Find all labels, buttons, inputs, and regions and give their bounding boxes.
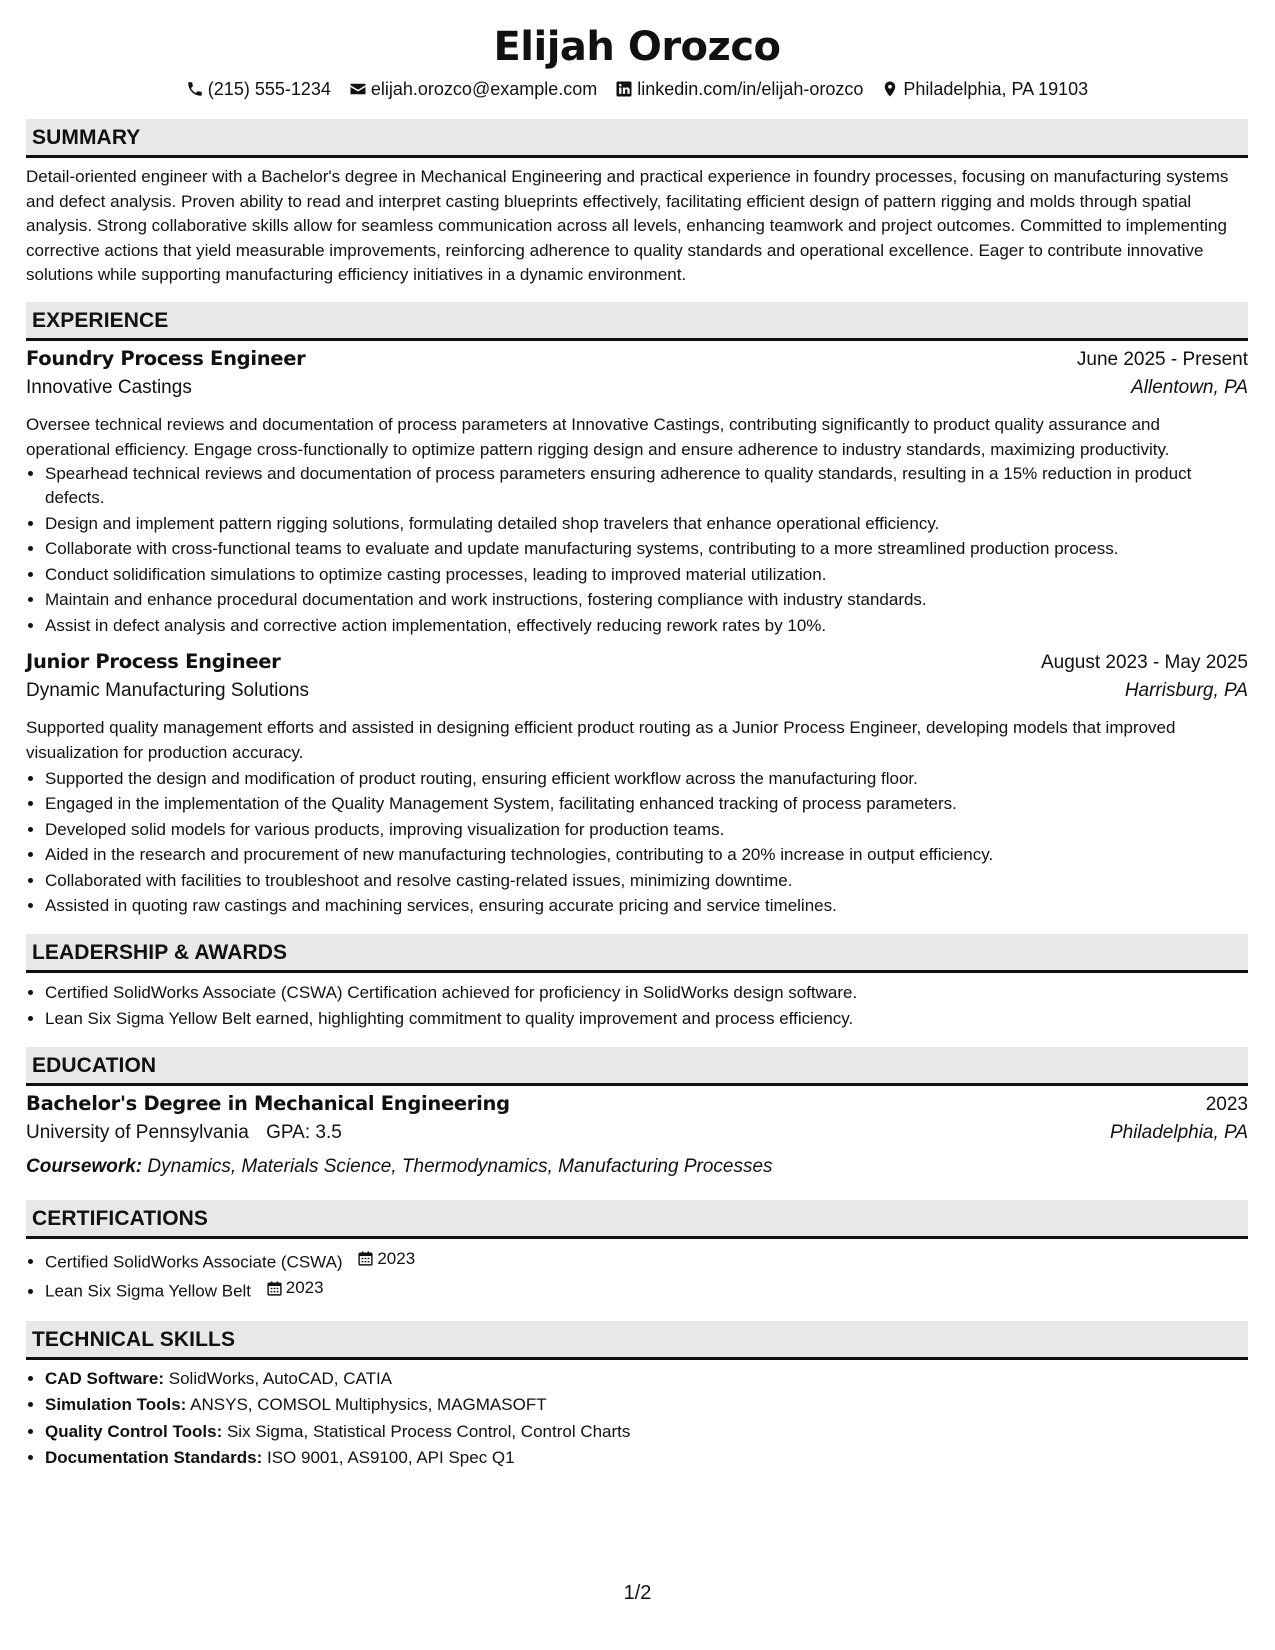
education-entry (26, 1092, 1248, 1182)
school-line (26, 1122, 342, 1144)
summary-text: Detail-oriented engineer with a Bachelor's degree in Mechanical Engineering and practical experience in foundry processes, focusing on manufacturing systems and defect analysis. Proven ability to read and interpret casting blueprints effectively, facilitating efficient design of pattern rigging and molds through spatial analysis. Strong collaborative skills allow for seamless communication across all levels, enhancing teamwork and project outcomes. Committed to implementing corrective actions that yield measurable improvements, reinforcing adherence to quality standards and operational excellence. Eager to contribute innovative solutions while supporting manufacturing efficiency initiatives in a dynamic environment. (26, 167, 1229, 285)
education-heading: EDUCATION (26, 1047, 1248, 1086)
coursework-list: Dynamics, Materials Science, Thermodynamics, Manufacturing Processes (147, 1155, 773, 1177)
list-item: • Collaborated with facilities to troubleshoot and resolve casting-related issues, minimizing downtime. (45, 868, 1248, 894)
skill-value: SolidWorks, AutoCAD, CATIA (168, 1368, 393, 1388)
job-company: Innovative Castings (26, 376, 192, 398)
location-text: Philadelphia, PA 19103 (903, 79, 1089, 99)
job-location: Allentown, PA (1131, 376, 1248, 398)
job-company: Dynamic Manufacturing Solutions (26, 680, 310, 702)
calendar-icon (266, 1280, 283, 1297)
contact-linkedin[interactable] (615, 76, 863, 102)
list-item: • Engaged in the implementation of the Quality Management System, facilitating enhanced tracking of process parameters. (45, 791, 1248, 817)
job-title-row (26, 650, 1248, 680)
list-item: • Design and implement pattern rigging solutions, formulating detailed shop travelers that enhance operational efficiency. (45, 511, 1248, 537)
skills-list (26, 1366, 1248, 1472)
map-marker-icon (881, 80, 899, 98)
list-item: • Certified SolidWorks Associate (CSWA) Certification achieved for proficiency in SolidWorks design software. (45, 980, 1248, 1006)
job-title-row (26, 347, 1248, 377)
list-item: • Lean Six Sigma Yellow Belt earned, highlighting commitment to quality improvement and process efficiency. (45, 1006, 1248, 1032)
job-bullets (26, 766, 1248, 919)
job-bullets (26, 462, 1248, 638)
page-number: 1/2 (623, 1582, 652, 1604)
certifications-list (26, 1246, 1248, 1305)
skill-label: Simulation Tools: (45, 1395, 187, 1415)
coursework-line (26, 1152, 1248, 1182)
school-name: University of Pennsylvania (26, 1121, 249, 1143)
contact-phone (186, 76, 331, 102)
list-item: • Spearhead technical reviews and documentation of process parameters ensuring adherence to quality standards, resulting in a 15% reduction in product defects. (45, 462, 1248, 509)
skills-heading: TECHNICAL SKILLS (26, 1321, 1248, 1360)
list-item: • Aided in the research and procurement of new manufacturing technologies, contributing to a 20% increase in output efficiency. (45, 842, 1248, 868)
skill-value: ANSYS, COMSOL Multiphysics, MAGMASOFT (190, 1395, 547, 1415)
list-item: • Collaborate with cross-functional teams to evaluate and update manufacturing systems, contributing to a more streamlined production process. (45, 536, 1248, 562)
contact-bar (26, 76, 1248, 102)
phone-icon (186, 80, 204, 98)
degree-row (26, 1092, 1248, 1122)
job-company-row (26, 680, 1248, 710)
job-dates: June 2025 - Present (1076, 348, 1248, 370)
email-link[interactable]: elijah.orozco@example.com (370, 79, 598, 99)
list-item: • Assist in defect analysis and corrective action implementation, effectively reducing rework rates by 10%. (45, 613, 1248, 639)
gpa: GPA: 3.5 (266, 1121, 342, 1143)
list-item: • Assisted in quoting raw castings and machining services, ensuring accurate pricing and service timelines. (45, 893, 1248, 919)
cert-date (357, 1246, 415, 1272)
resume-page (26, 0, 1248, 1472)
job-dates: August 2023 - May 2025 (1040, 652, 1248, 674)
cert-name: Lean Six Sigma Yellow Belt (45, 1281, 252, 1301)
list-item (45, 1366, 1248, 1393)
candidate-name: Elijah Orozco (493, 24, 781, 70)
job-entry (26, 347, 1248, 639)
skill-label: CAD Software: (45, 1368, 165, 1388)
calendar-icon (357, 1250, 374, 1267)
graduation-year: 2023 (1205, 1093, 1248, 1115)
leadership-list (26, 980, 1248, 1032)
phone-text: (215) 555-1234 (207, 79, 331, 99)
contact-email[interactable] (349, 76, 597, 102)
list-item (45, 1445, 1248, 1472)
coursework-label: Coursework: (26, 1155, 143, 1177)
cert-year: 2023 (285, 1278, 324, 1298)
summary-heading: SUMMARY (26, 119, 1248, 158)
list-item: • Maintain and enhance procedural documentation and work instructions, fostering compliance with industry standards. (45, 587, 1248, 613)
list-item: • Supported the design and modification of product routing, ensuring efficient workflow across the manufacturing floor. (45, 766, 1248, 792)
job-title: Foundry Process Engineer (26, 346, 306, 370)
skill-label: Documentation Standards: (45, 1448, 263, 1468)
contact-location (881, 76, 1088, 102)
list-item (45, 1392, 1248, 1419)
job-company-row (26, 377, 1248, 407)
list-item: • Conduct solidification simulations to optimize casting processes, leading to improved material utilization. (45, 562, 1248, 588)
cert-year: 2023 (377, 1248, 416, 1268)
experience-heading: EXPERIENCE (26, 302, 1248, 341)
degree-title: Bachelor's Degree in Mechanical Engineering (26, 1091, 510, 1115)
job-description: Supported quality management efforts and assisted in designing efficient product routing as a Junior Process Engineer, developing models that improved visualization for production accuracy. (26, 718, 1176, 763)
cert-date (266, 1275, 324, 1301)
skill-value: Six Sigma, Statistical Process Control, Control Charts (226, 1421, 631, 1441)
list-item (45, 1419, 1248, 1446)
certifications-heading: CERTIFICATIONS (26, 1200, 1248, 1239)
skill-value: ISO 9001, AS9100, API Spec Q1 (266, 1448, 515, 1468)
job-location: Harrisburg, PA (1124, 680, 1248, 702)
envelope-icon (349, 80, 367, 98)
linkedin-icon (615, 80, 633, 98)
skill-label: Quality Control Tools: (45, 1421, 223, 1441)
school-row (26, 1122, 1248, 1152)
list-item: • Developed solid models for various products, improving visualization for production teams. (45, 817, 1248, 843)
school-location: Philadelphia, PA (1109, 1121, 1248, 1143)
leadership-heading: LEADERSHIP & AWARDS (26, 934, 1248, 973)
linkedin-link[interactable]: linkedin.com/in/elijah-orozco (637, 79, 864, 99)
job-entry (26, 650, 1248, 918)
list-item (45, 1246, 1248, 1276)
job-title: Junior Process Engineer (26, 650, 281, 674)
job-description: Oversee technical reviews and documentation of process parameters at Innovative Castings, contributing significantly to product quality assurance and operational efficiency. Engage cross-functionally to optimize pattern rigging design and ensure adherence to industry standards, maximizing productivity. (26, 414, 1170, 459)
list-item (45, 1275, 1248, 1305)
cert-name: Certified SolidWorks Associate (CSWA) (45, 1252, 343, 1272)
